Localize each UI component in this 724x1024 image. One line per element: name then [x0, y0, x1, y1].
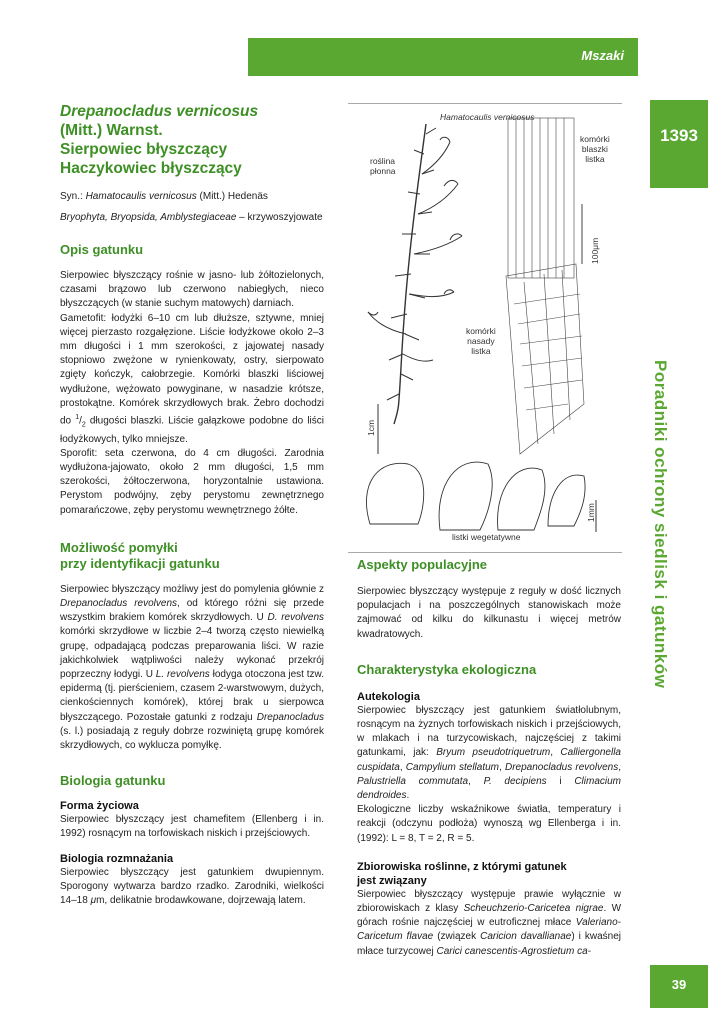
- species-title: [60, 102, 324, 178]
- auto-a5: ,: [399, 761, 406, 773]
- opis-p1: Sierpowiec błyszczący rośnie w jasno- lub żółtozielonych, czasami brązowo lub czerwono nabiegłych, nieco błyszczących (w stanie suchym matowych) darniach.: [60, 270, 324, 310]
- opis-p2a: Gametofit: łodyżki 6–10 cm lub dłuższe, sztywne, mniej więcej pierzasto rozgałęzione. Liście łodyżkowe około 2–3 mm długości i 1 mm szerokości, z jajowatej nasady stopniowo zwężone w rynienkowaty, ostry, sierpowato zgięty kończyk, całobrzegie. Komórki blaszki liściowej wydłużone, wężowato powyginane, w nasadzie krótsze, prostokątne. Komórek skrzydłowych brak. Żebro dochodzi do: [60, 312, 324, 427]
- taxonomy-italic: Bryophyta, Bryopsida, Amblystegiaceae: [60, 212, 237, 223]
- syn-suffix: (Mitt.) Hedenäs: [196, 191, 268, 202]
- pom-t7: łodyga otoczona jest tzw. epidermą (tj. pierścieniem, czasem 2-warstwowym, dużych, cienkościennych komórek), której brak u sierpowca błyszczącego. Pozostałe gatunki z rodzaju: [60, 669, 324, 723]
- label-leaves: listki wegetatywne: [452, 532, 521, 542]
- label-plant-l1: roślina: [370, 156, 396, 166]
- polish-name-2: Haczykowiec błyszczący: [60, 160, 242, 177]
- rozm-text: [60, 866, 324, 909]
- auto-a8: Drepanocladus revolvens: [504, 761, 619, 773]
- rozm-t2: m, delikatnie brodawkowane, dojrzewają latem.: [96, 895, 306, 907]
- forma-text: Sierpowiec błyszczący jest chamefitem (Ellenberg i in. 1992) rosnącym na torfowiskach niskich i przejściowych.: [60, 814, 324, 840]
- zb-z4: Valeriano-Caricetum flavae: [357, 917, 621, 943]
- moss-drawing-svg: [348, 104, 622, 552]
- label-scale-100: 100μm: [590, 237, 600, 264]
- zb-z2: Scheuchzerio-Caricetea nigrae: [463, 903, 604, 915]
- label-cells-base-l2: nasady: [467, 336, 495, 346]
- heading-aspekty: Aspekty populacyjne: [357, 557, 488, 572]
- pom-t9: (s. l.) posiadają z reguły dobrze rozwiniętą grupę komórek skrzydłowych, co wyklucza pomyłkę.: [60, 725, 324, 752]
- opis-p2b: długości blaszki. Liście gałązkowe podobne do liści łodyżkowych, tylko mniejsze.: [60, 415, 324, 445]
- footer-page-box: [650, 965, 708, 1008]
- side-page-number: 1393: [660, 126, 698, 145]
- heading-forma: Forma życiowa: [60, 800, 139, 813]
- label-cells-base-l1: komórki: [466, 326, 496, 336]
- heading-zb-l1: Zbiorowiska roślinne, z którymi gatunek: [357, 860, 567, 873]
- auto-a9: ,: [618, 761, 621, 773]
- rozm-t1: Sierpowiec błyszczący jest gatunkiem dwupiennym. Sporogony wytwarza bardzo rzadko. Zarodniki, wielkości 14–18: [60, 866, 324, 907]
- polish-name-1: Sierpowiec błyszczący: [60, 141, 228, 158]
- auto-a3: ,: [550, 747, 561, 759]
- auto-a11: ,: [468, 775, 484, 787]
- figure-title: Hamatocaulis vernicosus: [440, 112, 535, 122]
- auto-a7: ,: [499, 761, 505, 773]
- label-scale-1mm: 1mm: [586, 503, 596, 522]
- heading-biologia: Biologia gatunku: [60, 773, 166, 789]
- label-scale-1cm: 1cm: [366, 419, 376, 436]
- footer-page-number: 39: [671, 977, 687, 992]
- frac-sep: /: [79, 415, 82, 427]
- zb-z7: ) i kwaśnej młace turzycowej: [357, 931, 621, 957]
- syn-name: Hamatocaulis vernicosus: [85, 191, 197, 202]
- heading-opis: Opis gatunku: [60, 242, 144, 257]
- heading-rozmnazanie: Biologia rozmnażania: [60, 852, 174, 865]
- latin-author: (Mitt.) Warnst.: [60, 122, 163, 139]
- auto-a4: Calliergonella cuspidata: [357, 747, 621, 773]
- side-number-box: [650, 100, 708, 188]
- label-cells-top-l3: listka: [585, 154, 605, 164]
- auto-a14: Climacium dendroides: [357, 775, 621, 802]
- label-cells-top-l1: komórki: [580, 134, 610, 144]
- vegetative-leaves-drawing: [366, 462, 596, 532]
- heading-pomylka: [60, 540, 324, 572]
- pom-t6: L. revolvens: [155, 669, 210, 680]
- label-cells-top-l2: blaszki: [581, 144, 608, 154]
- heading-autekologia: Autekologia: [357, 690, 420, 703]
- syn-prefix: Syn.:: [60, 191, 86, 202]
- pom-t5: komórki skrzydłowe w liczbie 2–4 tworzą często niewielką grupę, odpadającą podczas preparowania liści. W razie jakichkolwiek wątpliwości należy wykonać przekrój poprzeczny łodygi. U: [60, 626, 324, 680]
- pom-t1: Sierpowiec błyszczący możliwy jest do pomylenia głównie z: [60, 583, 324, 595]
- zb-z1: Sierpowiec błyszczący występuje prawie wyłącznie w zbiorowiskach z klasy: [357, 888, 621, 915]
- zb-z3: . W górach rośnie najczęściej w eutroficznej młace: [357, 903, 622, 929]
- zbiorowiska-text: [357, 888, 621, 959]
- ellenberg-text: Ekologiczne liczby wskaźnikowe światła, temperatury i reakcji (odczynu podłoża) wynoszą wg Ellenberga i in. (1992): L = 8, T = 2, R = 5.: [357, 804, 621, 844]
- pom-t4: D. revolvens: [267, 612, 325, 624]
- auto-a1: Sierpowiec błyszczący jest gatunkiem światłolubnym, rosnącym na żyznych torfowiskach niskich i przejściowych, w mlakach i na turzycowiskach, najczęściej z takimi gatunkami, jak:: [357, 704, 621, 759]
- zb-z5: (związek: [433, 931, 481, 943]
- autekologia-text: [357, 704, 621, 803]
- vertical-series-title-text: Poradniki ochrony siedlisk i gatunków: [651, 360, 670, 689]
- label-plant-l2: płonna: [370, 166, 396, 176]
- zb-z8: Carici canescentis-Agrostietum ca-: [436, 945, 591, 957]
- vertical-series-title: [647, 360, 693, 790]
- figure-illustration: [348, 103, 622, 553]
- heading-ekologia: Charakterystyka ekologiczna: [357, 661, 537, 677]
- rozm-mu: μ: [90, 895, 97, 907]
- pom-t2: Drepanocladus revolvens: [60, 597, 178, 609]
- section-title: Mszaki: [581, 48, 624, 63]
- left-column: [60, 102, 324, 908]
- auto-a15: .: [406, 790, 410, 802]
- label-cells-base-l3: listka: [471, 346, 491, 356]
- latin-name: Drepanocladus vernicosus: [60, 103, 259, 120]
- frac-den: 2: [81, 421, 86, 429]
- heading-zbiorowiska: [357, 860, 621, 888]
- auto-a12: P. decipiens: [483, 775, 547, 787]
- right-column: [357, 557, 621, 959]
- leaf-cells-top-drawing: [508, 118, 582, 278]
- synonyms: [60, 190, 324, 204]
- heading-pomylka-l2: przy identyfikacji gatunku: [60, 555, 220, 571]
- heading-pomylka-l1: Możliwość pomyłki: [60, 539, 178, 555]
- auto-a10: Palustriella commutata: [357, 775, 469, 787]
- auto-a6: Campylium stellatum: [405, 761, 499, 773]
- pomylka-text: [60, 583, 324, 753]
- zb-z6: Caricion davallianae: [480, 931, 572, 943]
- taxonomy-suffix: – krzywoszyjowate: [236, 212, 323, 223]
- leaf-cells-base-drawing: [506, 264, 584, 454]
- frac-num: 1: [75, 414, 80, 422]
- auto-a2: Bryum pseudotriquetrum: [436, 747, 551, 759]
- header-bar: [248, 38, 638, 76]
- aspekty-text: Sierpowiec błyszczący występuje z reguły w dość licznych populacjach i na poszczególnych stanowiskach może zajmować od kilku do kilkunastu i więcej metrów kwadratowych.: [357, 586, 621, 640]
- pom-t3: , od którego różni się przede wszystkim brakiem komórek skrzydłowych. U: [60, 597, 325, 624]
- heading-zb-l2: jest związany: [357, 874, 427, 887]
- moss-plant-drawing: [368, 124, 462, 424]
- auto-a13: i: [546, 775, 575, 787]
- opis-p3: Sporofit: seta czerwona, do 4 cm długości. Zarodnia wydłużona-jajowato, około 2 mm długości, 1,5 mm szerokości, żółtoczerwona, horyzontalnie ustawiona. Perystom podwójny, zęby perystomu zewnętrznego pomarańczowe, zęby perystomu wewnętrznego żółte.: [60, 447, 324, 516]
- pom-t8: Drepanocladus: [256, 711, 324, 723]
- taxonomy: [60, 211, 324, 225]
- opis-p2: [60, 312, 324, 447]
